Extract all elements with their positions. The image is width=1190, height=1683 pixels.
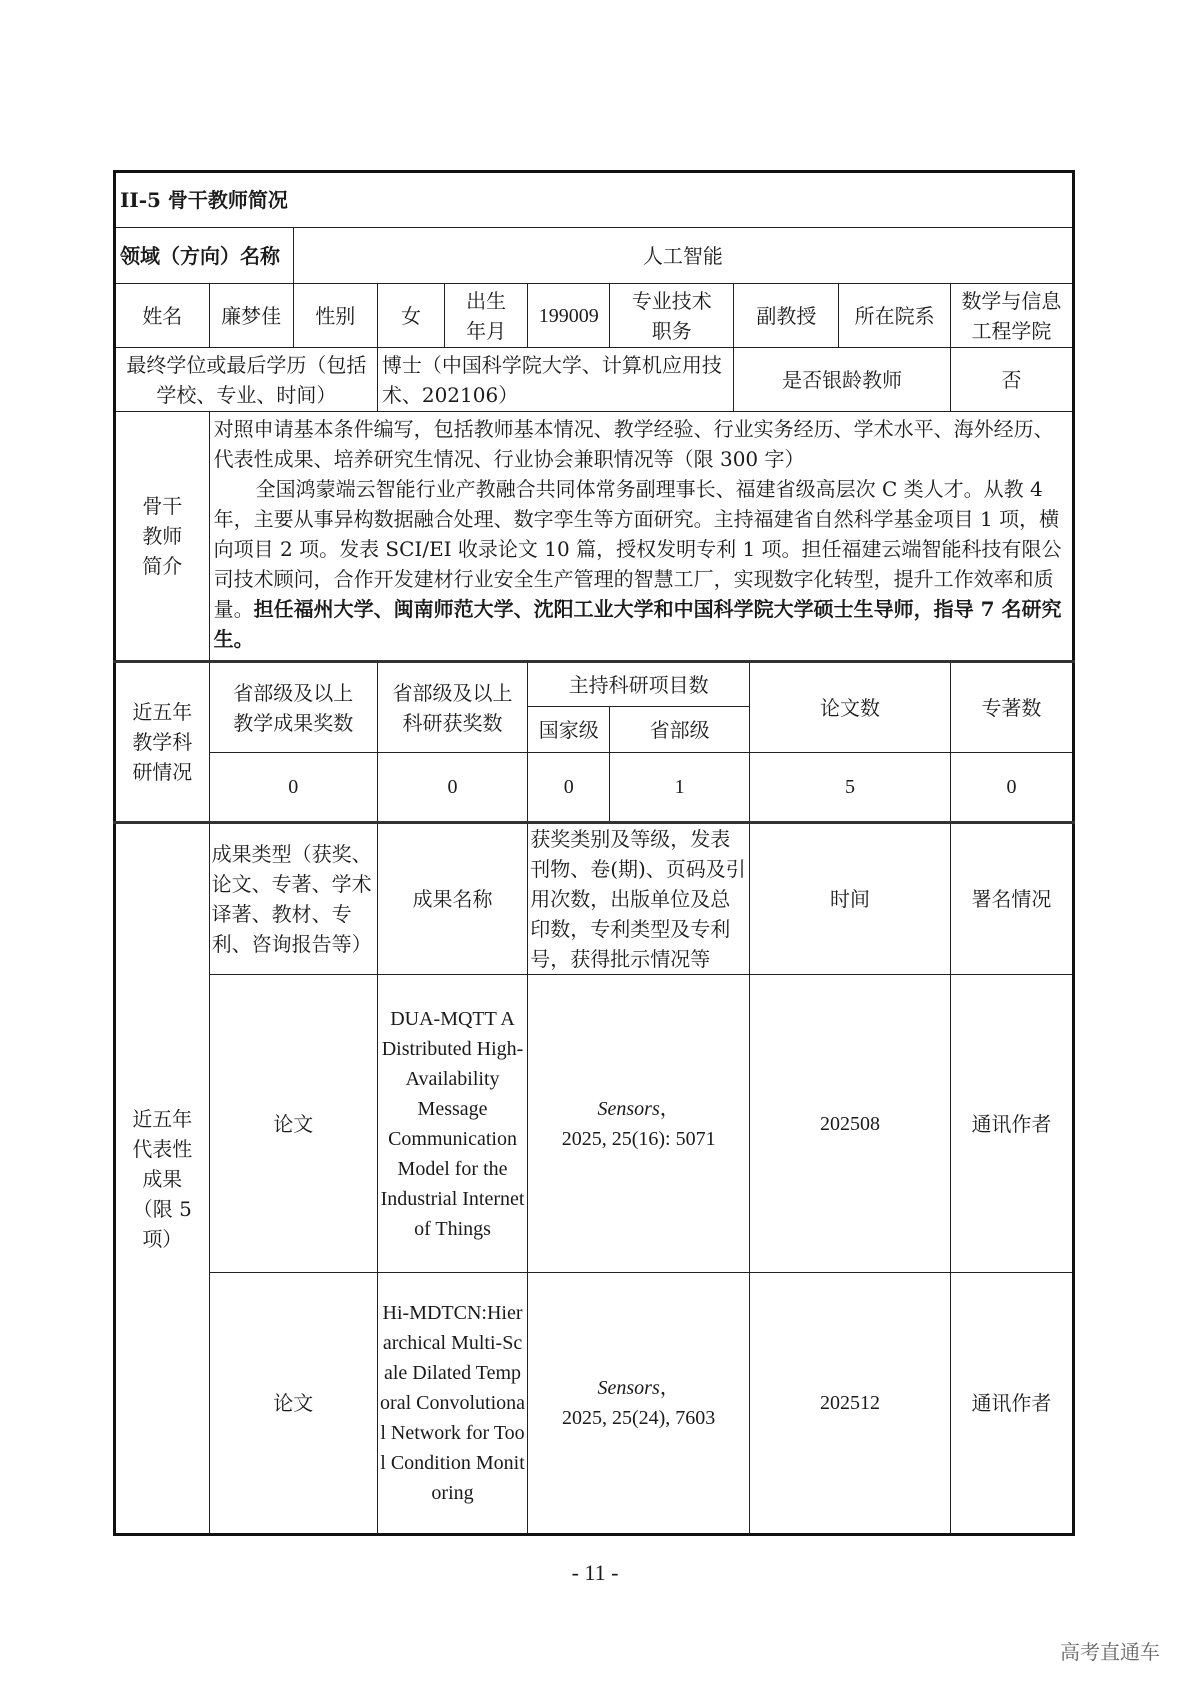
degree-label: 最终学位或最后学历（包括学校、专业、时间） bbox=[115, 348, 378, 412]
field-value: 人工智能 bbox=[293, 228, 1073, 284]
result-authorship: 通讯作者 bbox=[950, 975, 1073, 1273]
result-authorship: 通讯作者 bbox=[950, 1273, 1073, 1535]
senior-teacher-value: 否 bbox=[950, 348, 1073, 412]
books-value: 0 bbox=[950, 753, 1073, 823]
senior-teacher-label: 是否银龄教师 bbox=[734, 348, 951, 412]
dept-value: 数学与信息工程学院 bbox=[950, 284, 1073, 348]
results-detail-header: 获奖类别及等级，发表刊物、卷(期)、页码及引用次数，出版单位及总印数，专利类型及专利号，获得批示情况等 bbox=[528, 823, 750, 975]
projects-label: 主持科研项目数 bbox=[528, 662, 750, 707]
watermark: 高考直通车 bbox=[1060, 1640, 1160, 1664]
result-time: 202512 bbox=[750, 1273, 951, 1535]
result-detail bbox=[528, 975, 750, 1273]
result-name: DUA-MQTT A Distributed High-Availability Message Communication Model for the Industrial Internet of Things bbox=[377, 975, 527, 1273]
stats-values-row bbox=[115, 753, 1074, 823]
result-name: Hi-MDTCN:Hierarchical Multi-Scale Dilated Temporal Convolutional Network for Tool Condition Monitoring bbox=[377, 1273, 527, 1535]
result-journal-sep: ， bbox=[659, 1097, 680, 1120]
bio-text: 全国鸿蒙端云智能行业产教融合共同体常务副理事长、福建省级高层次 C 类人才。从教 4 年，主要从事异构数据融合处理、数字孪生等方面研究。主持福建省自然科学基金项目 1 项，横向项目 2 项。发表 SCI/EI 收录论文 10 篇，授权发明专利 1 项。担任福建云端智能科技有限公司技术顾问，合作开发建材行业安全生产管理的智慧工厂，实现数字化转型，提升工作效率和质量。 bbox=[213, 477, 1062, 621]
books-label: 专著数 bbox=[950, 662, 1073, 753]
bio-content bbox=[209, 412, 1073, 662]
result-journal: Sensors bbox=[597, 1097, 660, 1120]
result-journal-sep: ， bbox=[659, 1377, 680, 1399]
field-row bbox=[115, 228, 1074, 284]
results-time-header: 时间 bbox=[750, 823, 951, 975]
results-type-header: 成果类型（获奖、论文、专著、学术译著、教材、专利、咨询报告等） bbox=[209, 823, 377, 975]
teacher-profile-form bbox=[113, 170, 1075, 1536]
result-row bbox=[115, 975, 1074, 1273]
dept-label: 所在院系 bbox=[839, 284, 950, 348]
degree-value: 博士（中国科学院大学、计算机应用技术、202106） bbox=[377, 348, 733, 412]
result-journal: Sensors bbox=[597, 1377, 660, 1399]
provincial-value: 1 bbox=[610, 753, 750, 823]
page-number: - 11 - bbox=[571, 1560, 619, 1585]
gender-label: 性别 bbox=[293, 284, 377, 348]
title-label: 专业技术职务 bbox=[610, 284, 734, 348]
stats-label: 近五年教学科研情况 bbox=[115, 662, 210, 823]
bio-text-bold: 担任福州大学、闽南师范大学、沈阳工业大学和中国科学院大学硕士生导师，指导 7 名研究生。 bbox=[213, 597, 1062, 651]
title-value: 副教授 bbox=[734, 284, 839, 348]
result-row bbox=[115, 1273, 1074, 1535]
teaching-awards-label: 省部级及以上教学成果奖数 bbox=[209, 662, 377, 753]
research-awards-value: 0 bbox=[377, 753, 527, 823]
result-type: 论文 bbox=[209, 1273, 377, 1535]
bio-paragraph bbox=[214, 474, 1068, 654]
gender-value: 女 bbox=[377, 284, 444, 348]
research-awards-label: 省部级及以上科研获奖数 bbox=[377, 662, 527, 753]
bio-label: 骨干教师简介 bbox=[115, 412, 210, 662]
bio-instruction: 对照申请基本条件编写，包括教师基本情况、教学经验、行业实务经历、学术水平、海外经历、代表性成果、培养研究生情况、行业协会兼职情况等（限 300 字） bbox=[213, 417, 1054, 471]
section-title: II-5 骨干教师简况 bbox=[115, 172, 1074, 228]
results-authorship-header: 署名情况 bbox=[950, 823, 1073, 975]
result-time: 202508 bbox=[750, 975, 951, 1273]
stats-header-row-1 bbox=[115, 662, 1074, 707]
section-title-row bbox=[115, 172, 1074, 228]
results-label: 近五年代表性成果（限 5 项） bbox=[115, 823, 210, 1535]
result-detail bbox=[528, 1273, 750, 1535]
degree-row bbox=[115, 348, 1074, 412]
national-label: 国家级 bbox=[528, 707, 610, 753]
result-type: 论文 bbox=[209, 975, 377, 1273]
results-name-header: 成果名称 bbox=[377, 823, 527, 975]
papers-label: 论文数 bbox=[750, 662, 951, 753]
national-value: 0 bbox=[528, 753, 610, 823]
result-citation: 2025, 25(24), 7603 bbox=[561, 1407, 716, 1429]
basic-info-row bbox=[115, 284, 1074, 348]
name-label: 姓名 bbox=[115, 284, 210, 348]
name-value: 廉梦佳 bbox=[209, 284, 293, 348]
papers-value: 5 bbox=[750, 753, 951, 823]
bio-row bbox=[115, 412, 1074, 662]
results-header-row bbox=[115, 823, 1074, 975]
provincial-label: 省部级 bbox=[610, 707, 750, 753]
birth-label: 出生年月 bbox=[445, 284, 528, 348]
result-citation: 2025, 25(16): 5071 bbox=[561, 1127, 716, 1150]
birth-value: 199009 bbox=[528, 284, 610, 348]
teaching-awards-value: 0 bbox=[209, 753, 377, 823]
field-label: 领域（方向）名称 bbox=[115, 228, 294, 284]
